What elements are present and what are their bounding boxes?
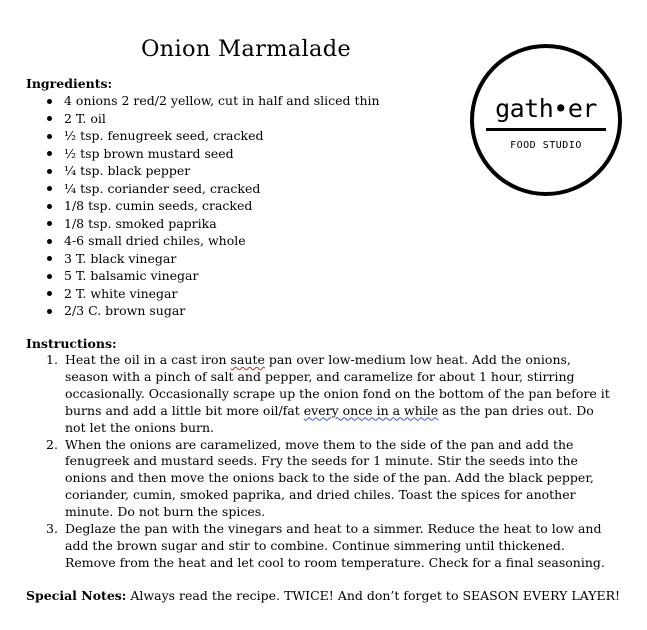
logo-rule [486,128,606,131]
ingredient-item: 1/8 tsp. cumin seeds, cracked [26,197,446,215]
step-number: 3. [46,521,58,537]
grammar-flag: every once in a while [303,402,439,418]
special-notes [26,588,620,603]
step-number: 1. [46,352,58,367]
recipe-title: Onion Marmalade [140,36,352,62]
ingredient-item: ¼ tsp. coriander seed, cracked [26,180,446,198]
step-text: pan over low-medium low heat. Add the onions, season with a pinch of salt and pepper, and caramelize for about 1 hour, stirring occasionally. Occasionally scrape up the onion fond on the bottom of the pan before it burns and add a little bit more oil/fat [65,352,610,418]
ingredient-item: 4 onions 2 red/2 yellow, cut in half and sliced thin [26,92,446,110]
step-number: 2. [46,436,58,452]
ingredients-heading: Ingredients: [26,76,113,91]
instructions-heading: Instructions: [26,336,117,351]
step-text: Deglaze the pan with the vinegars and heat to a simmer. Reduce the heat to low and add the brown sugar and stir to combine. Continue simmering until thickened. Remove from the heat and let cool to room temperature. Check for a final seasoning. [65,521,605,570]
instruction-step-3 [26,521,618,572]
step-text: Heat the oil in a cast iron [65,352,231,367]
ingredient-item: ½ tsp brown mustard seed [26,145,446,163]
instruction-step-1 [26,352,618,437]
logo-subtitle: FOOD STUDIO [510,140,582,151]
ingredient-item: 2 T. oil [26,110,446,128]
instructions-list [26,352,618,572]
ingredient-item: ¼ tsp. black pepper [26,162,446,180]
ingredients-list [26,92,446,320]
ingredient-item: 2/3 C. brown sugar [26,302,446,320]
step-text: as the pan dries out. Do not let the onions burn. [65,402,594,435]
ingredient-item: 2 T. white vinegar [26,285,446,303]
logo-wordmark: gath•er [495,94,597,123]
ingredient-item: 1/8 tsp. smoked paprika [26,215,446,233]
ingredient-item: ½ tsp. fenugreek seed, cracked [26,127,446,145]
ingredient-item: 5 T. balsamic vinegar [26,267,446,285]
spellcheck-flag: saute [230,352,265,367]
instruction-step-2 [26,437,618,522]
ingredient-item: 3 T. black vinegar [26,250,446,268]
special-notes-text: Always read the recipe. TWICE! And don’t forget to SEASON EVERY LAYER! [126,588,621,603]
step-text: When the onions are caramelized, move them to the side of the pan and add the fenugreek and mustard seeds. Fry the seeds for 1 minute. Stir the seeds into the onions and then move the onions back to the side of the pan. Add the black pepper, coriander, cumin, smoked paprika, and dried chiles. Toast the spices for another minute. Do not burn the spices. [65,436,594,520]
gather-logo [470,44,622,196]
special-notes-label: Special Notes: [26,588,127,603]
ingredient-item: 4-6 small dried chiles, whole [26,232,446,250]
